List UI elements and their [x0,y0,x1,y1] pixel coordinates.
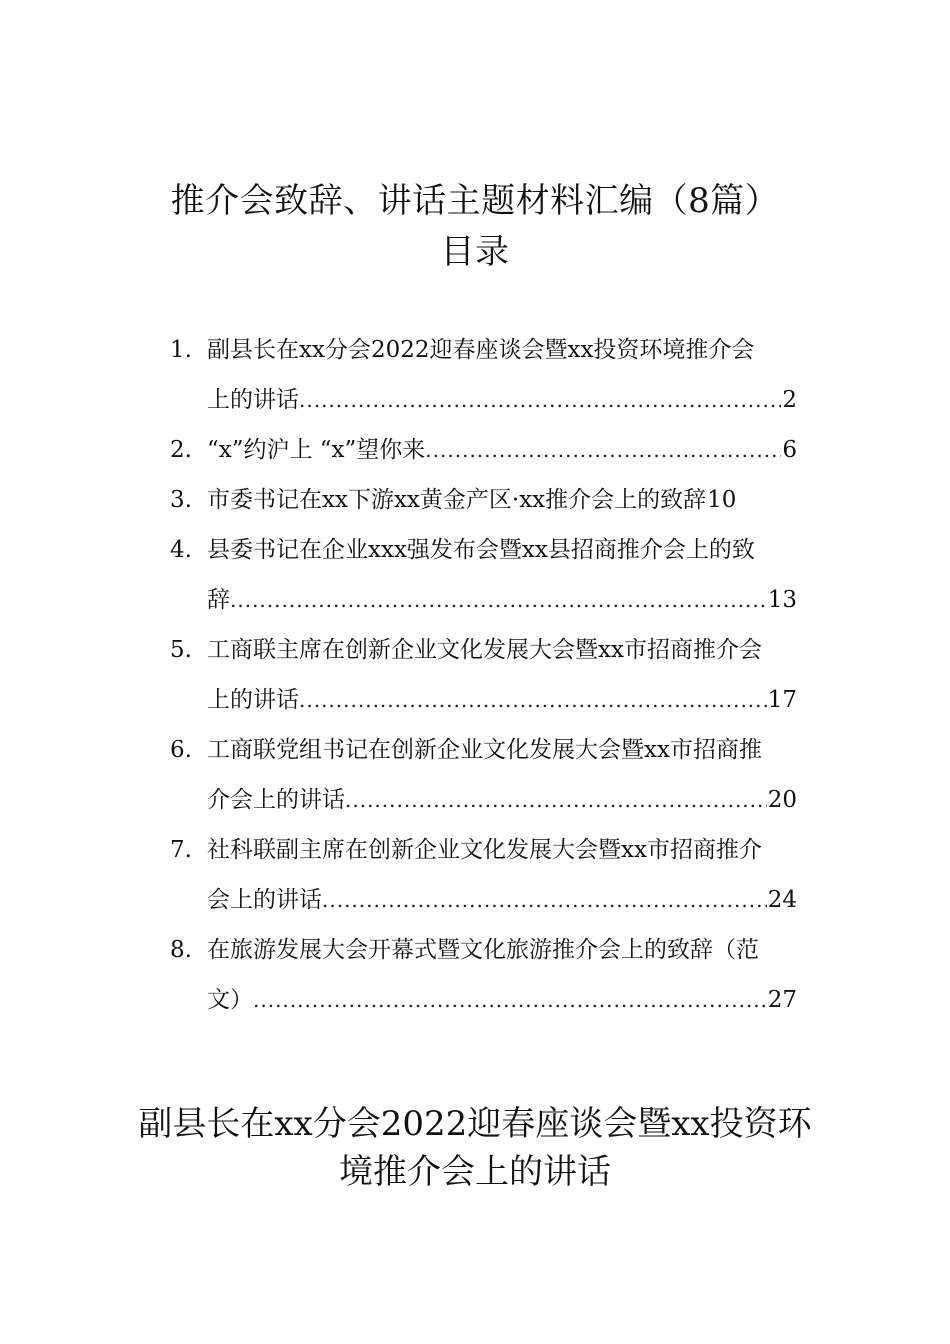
toc-page-number: 27 [767,987,797,1013]
toc-item-title-line1: 工商联党组书记在创新企业文化发展大会暨xx市招商推 [207,737,762,763]
toc-item-title-line2: 会上的讲话 [207,887,322,913]
toc-item-title-line2: 辞 [207,587,230,613]
toc-dot-leader [299,375,781,425]
toc-item-number: 8. [170,937,192,963]
toc-page-number: 6 [782,437,797,463]
toc-page-number: 20 [767,787,797,813]
toc-item-title: “x”约沪上 “x”望你来 [207,437,426,463]
toc-item-title-line2: 上的讲话 [207,687,299,713]
toc-item-title-line2: 文） [207,987,253,1013]
toc-item-2[interactable] [170,425,840,475]
toc-dot-leader [253,975,767,1025]
toc-item-3[interactable] [170,475,840,525]
document-subtitle: 目录 [440,232,510,272]
section-title-line1: 副县长在xx分会2022迎春座谈会暨xx投资环 [138,1104,812,1144]
toc-page-number: 2 [782,387,797,413]
toc-item-number: 7. [170,837,192,863]
toc-item-number: 1. [170,337,192,363]
section-title-line2: 境推介会上的讲话 [339,1152,611,1192]
toc-item-4[interactable] [170,525,840,625]
table-of-contents [170,325,840,1025]
toc-item-title-line1: 在旅游发展大会开幕式暨文化旅游推介会上的致辞（范 [207,937,759,963]
toc-page-number: 10 [707,487,737,513]
toc-item-8[interactable] [170,925,840,1025]
toc-page-number: 13 [767,587,797,613]
toc-item-7[interactable] [170,825,840,925]
toc-item-number: 5. [170,637,192,663]
toc-dot-leader [345,775,767,825]
toc-item-number: 4. [170,537,192,563]
toc-dot-leader [322,875,767,925]
document-title: 推介会致辞、讲话主题材料汇编（8篇） [170,181,780,221]
toc-item-1[interactable] [170,325,840,425]
toc-dot-leader [299,675,767,725]
toc-page-number: 17 [767,687,797,713]
toc-dot-leader [425,425,781,475]
toc-item-title-line2: 上的讲话 [207,387,299,413]
toc-page-number: 24 [767,887,797,913]
toc-item-title-line1: 县委书记在企业xxx强发布会暨xx县招商推介会上的致 [207,537,755,563]
toc-item-title-line1: 社科联副主席在创新企业文化发展大会暨xx市招商推介 [207,837,762,863]
toc-item-number: 3. [170,487,192,513]
toc-dot-leader [230,575,767,625]
toc-item-title-line1: 副县长在xx分会2022迎春座谈会暨xx投资环境推介会 [207,337,755,363]
toc-item-title-line2: 介会上的讲话 [207,787,345,813]
toc-item-number: 6. [170,737,192,763]
toc-item-title: 市委书记在xx下游xx黄金产区·xx推介会上的致辞 [207,487,707,513]
toc-item-5[interactable] [170,625,840,725]
toc-item-number: 2. [170,437,192,463]
toc-item-title-line1: 工商联主席在创新企业文化发展大会暨xx市招商推介会 [207,637,762,663]
toc-item-6[interactable] [170,725,840,825]
